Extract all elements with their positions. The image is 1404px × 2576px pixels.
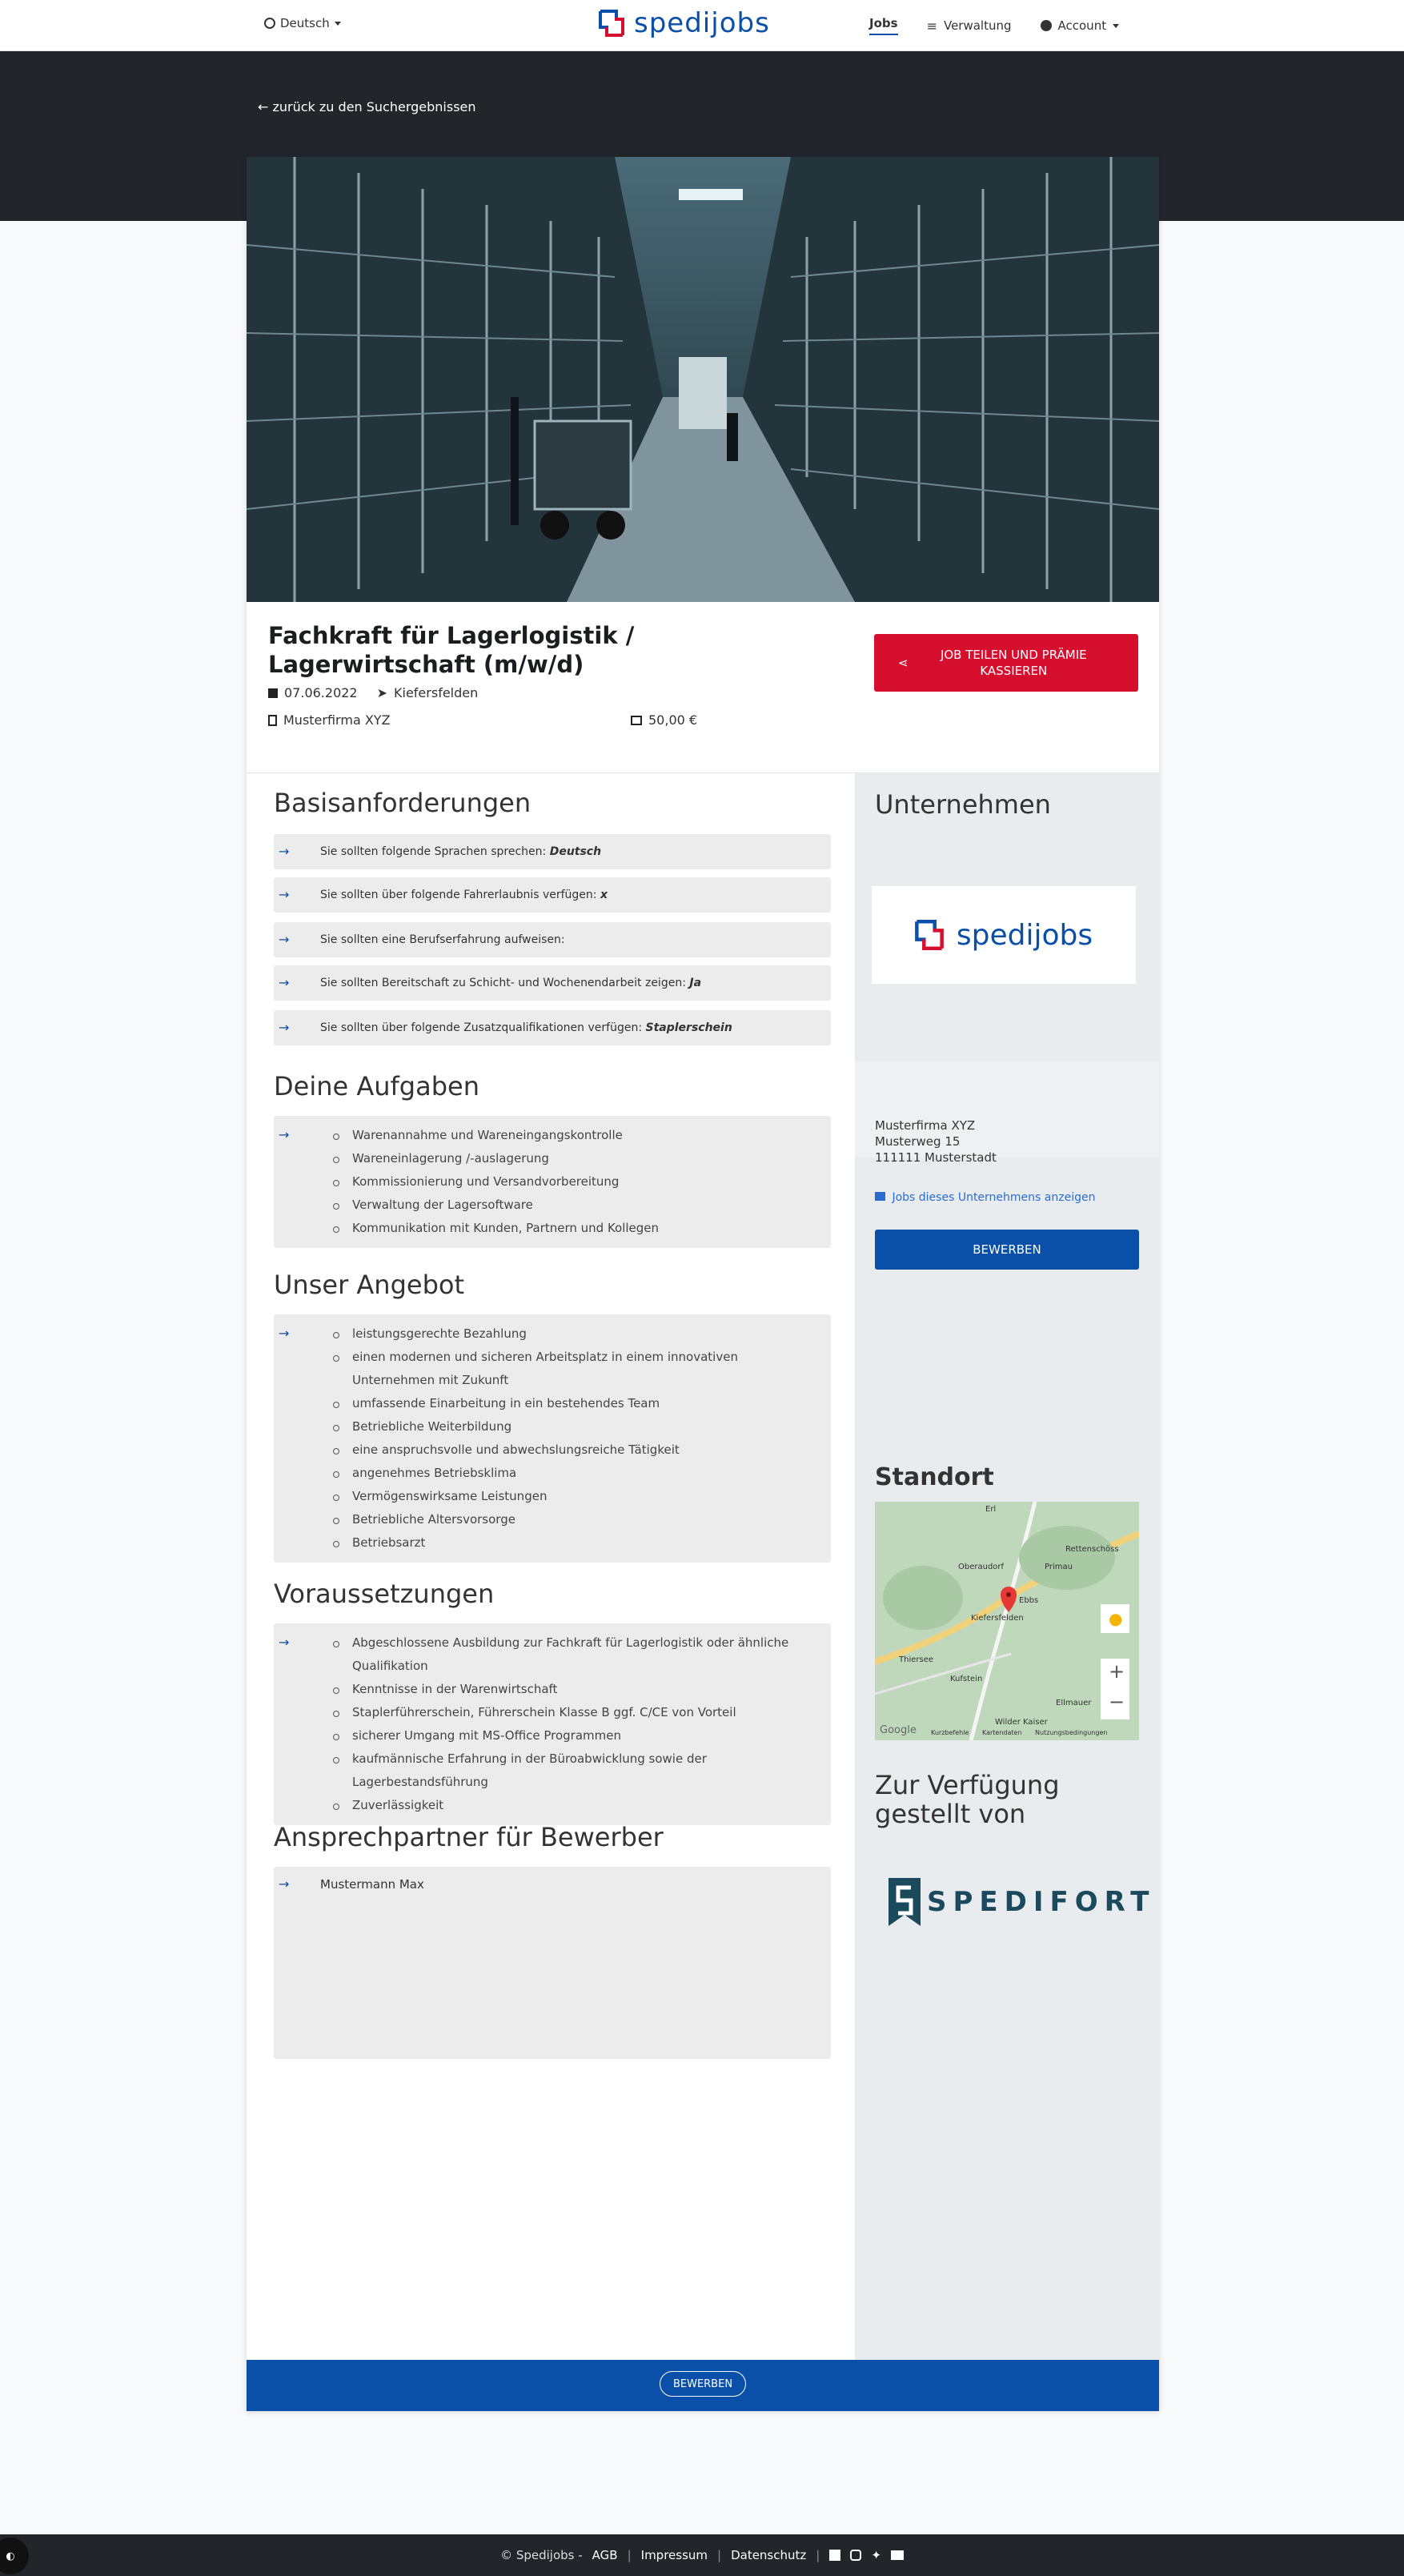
location-arrow-icon: ➤: [376, 685, 388, 700]
instagram-icon[interactable]: [850, 2550, 861, 2561]
mail-icon[interactable]: [891, 2550, 904, 2560]
site-logo[interactable]: [599, 7, 770, 39]
zoom-in-button[interactable]: +: [1109, 1660, 1125, 1683]
list-item: [274, 965, 831, 1001]
req-value: x: [600, 889, 608, 901]
building-icon: [268, 715, 277, 726]
job-date: [268, 685, 478, 700]
map-label: Wilder Kaiser: [995, 1718, 1048, 1727]
list-item: Vermögenswirksame Leistungen: [325, 1485, 815, 1508]
chevron-down-icon: [335, 22, 341, 26]
nav-menu: [869, 16, 1119, 35]
company-jobs-label: Jobs dieses Unternehmens anzeigen: [892, 1191, 1096, 1204]
company-sidebar: [855, 773, 1159, 2360]
list-item: Betriebliche Weiterbildung: [325, 1415, 815, 1438]
job-title: Fachkraft für Lagerlogistik / Lagerwirtschaft (m/w/d): [268, 622, 635, 678]
separator: |: [816, 2548, 820, 2562]
job-location-value: Kiefersfelden: [394, 685, 479, 700]
impressum-link[interactable]: Impressum: [640, 2548, 708, 2562]
list-item: sicherer Umgang mit MS-Office Programmen: [325, 1724, 815, 1747]
requirements-list: [274, 1623, 831, 1825]
agb-link[interactable]: AGB: [592, 2548, 618, 2562]
list-item: Kommissionierung und Versandvorbereitung: [325, 1170, 815, 1194]
req-text: Sie sollten über folgende Zusatzqualifikationen verfügen:: [320, 1021, 643, 1034]
share-job-button[interactable]: [874, 634, 1138, 692]
arrow-right-icon: →: [279, 1635, 290, 1650]
calendar-icon: [268, 688, 278, 698]
separator: |: [627, 2548, 632, 2562]
job-date-value: 07.06.2022: [284, 685, 358, 700]
tasks-list: [274, 1116, 831, 1248]
map-label: Kiefersfelden: [971, 1614, 1024, 1623]
arrow-right-icon: →: [279, 844, 290, 859]
nav-jobs[interactable]: [869, 16, 898, 35]
globe-icon: [264, 18, 275, 29]
requirements-heading: Voraussetzungen: [274, 1579, 495, 1609]
location-heading: Standort: [875, 1463, 994, 1491]
location-map[interactable]: [875, 1502, 1139, 1740]
list-item: einen modernen und sicheren Arbeitsplatz in einem innovativen Unternehmen mit Zukunft: [325, 1346, 815, 1392]
datenschutz-link[interactable]: Datenschutz: [731, 2548, 807, 2562]
nav-jobs-label: Jobs: [869, 16, 898, 30]
card-footer: [247, 2360, 1159, 2411]
arrow-right-icon: →: [279, 1876, 290, 1892]
zoom-out-button[interactable]: −: [1109, 1691, 1125, 1713]
offer-list: [274, 1314, 831, 1563]
tasks-heading: Deine Aufgaben: [274, 1071, 479, 1101]
list-item: Verwaltung der Lagersoftware: [325, 1194, 815, 1217]
contact-heading: Ansprechpartner für Bewerber: [274, 1822, 664, 1852]
map-terms-link[interactable]: Nutzungsbedingungen: [1035, 1729, 1108, 1736]
company-address: [875, 1117, 997, 1166]
nav-account[interactable]: [1041, 16, 1120, 35]
req-text: Sie sollten Bereitschaft zu Schicht- und Wochenendarbeit zeigen:: [320, 977, 686, 989]
list-item: Warenannahme und Wareneingangskontrolle: [325, 1124, 815, 1147]
req-value: Staplerschein: [645, 1021, 732, 1034]
spedifort-flag-icon: [889, 1878, 921, 1926]
facebook-icon[interactable]: [829, 2550, 840, 2561]
list-item: [274, 922, 831, 957]
provider-logo: [889, 1878, 1155, 1926]
list-item: Kommunikation mit Kunden, Partnern und Kollegen: [325, 1217, 815, 1240]
share-job-label: JOB TEILEN UND PRÄMIE KASSIEREN: [940, 648, 1087, 678]
req-text: Sie sollten über folgende Fahrerlaubnis verfügen:: [320, 889, 597, 901]
list-item: [274, 877, 831, 913]
job-bonus: [631, 712, 697, 728]
nav-admin-label: Verwaltung: [943, 18, 1012, 33]
map-label: Oberaudorf: [958, 1563, 1005, 1571]
req-text: Sie sollten eine Berufserfahrung aufweisen:: [320, 933, 565, 946]
req-text: Sie sollten folgende Sprachen sprechen:: [320, 845, 547, 858]
list-item: leistungsgerechte Bezahlung: [325, 1322, 815, 1346]
back-link-label: zurück zu den Suchergebnissen: [272, 99, 476, 114]
map-label: Thiersee: [899, 1655, 934, 1664]
arrow-right-icon: →: [279, 975, 290, 990]
list-item: Betriebsarzt: [325, 1531, 815, 1555]
list-item: eine anspruchsvolle und abwechslungsreiche Tätigkeit: [325, 1438, 815, 1462]
list-item: Betriebliche Altersvorsorge: [325, 1508, 815, 1531]
req-value: Ja: [689, 977, 702, 989]
google-logo: Google: [880, 1724, 917, 1736]
pegman-icon[interactable]: ●: [1109, 1609, 1123, 1628]
map-label: Rettenschöss: [1065, 1545, 1119, 1554]
address-line: 111111 Musterstadt: [875, 1150, 997, 1165]
top-navbar: [0, 0, 1404, 51]
arrow-right-icon: →: [279, 1326, 290, 1341]
logo-text: spedijobs: [634, 7, 770, 39]
spedijobs-logo-icon: [915, 920, 944, 950]
map-label: Primau: [1045, 1563, 1073, 1571]
arrow-right-icon: →: [279, 887, 290, 902]
arrow-left-icon: ←: [258, 99, 269, 114]
nav-account-label: Account: [1057, 18, 1107, 33]
map-shortcuts-link[interactable]: Kurzbefehle: [931, 1729, 969, 1736]
copyright-text: © Spedijobs -: [500, 2548, 583, 2562]
job-company: [268, 712, 391, 728]
job-company-value: Musterfirma XYZ: [283, 712, 391, 728]
gift-icon: [631, 716, 642, 725]
user-icon: [1041, 20, 1052, 31]
map-data-link[interactable]: Kartendaten: [982, 1729, 1022, 1736]
map-label: Kufstein: [950, 1675, 983, 1683]
language-selector[interactable]: [264, 16, 341, 30]
briefcase-icon: [875, 1192, 885, 1201]
page-footer: [0, 2534, 1404, 2576]
list-item: angenehmes Betriebsklima: [325, 1462, 815, 1485]
nav-admin[interactable]: [927, 16, 1012, 35]
list-item: umfassende Einarbeitung in ein bestehendes Team: [325, 1392, 815, 1415]
basis-heading: Basisanforderungen: [274, 788, 532, 818]
list-item: kaufmännische Erfahrung in der Büroabwicklung sowie der Lagerbestandsführung: [325, 1747, 815, 1794]
list-item: Zuverlässigkeit: [325, 1794, 815, 1817]
map-label: Ellmauer: [1056, 1699, 1092, 1707]
chevron-down-icon: [1113, 24, 1119, 28]
back-to-results-link[interactable]: [258, 99, 476, 114]
arrow-right-icon: →: [279, 1127, 290, 1142]
warehouse-image: [247, 157, 1159, 602]
list-item: [274, 834, 831, 869]
contact-name: Mustermann Max: [320, 1877, 424, 1892]
contact-box: [274, 1867, 831, 2059]
language-label: Deutsch: [280, 16, 330, 30]
list-item: Staplerführerschein, Führerschein Klasse B ggf. C/CE von Vorteil: [325, 1701, 815, 1724]
apply-button[interactable]: BEWERBEN: [875, 1230, 1139, 1270]
arrow-right-icon: →: [279, 932, 290, 947]
arrow-right-icon: →: [279, 1020, 290, 1035]
list-item: Wareneinlagerung /-auslagerung: [325, 1147, 815, 1170]
menu-icon: ≡: [926, 18, 937, 34]
company-logo-text: spedijobs: [956, 918, 1093, 952]
list-item: Kenntnisse in der Warenwirtschaft: [325, 1678, 815, 1701]
list-item: [274, 1010, 831, 1045]
cookie-icon: ◐: [6, 2550, 15, 2562]
company-jobs-link[interactable]: [875, 1191, 1095, 1204]
job-card: [247, 157, 1159, 2411]
address-line: Musterfirma XYZ: [875, 1118, 976, 1133]
footer-apply-button[interactable]: BEWERBEN: [660, 2371, 746, 2397]
twitter-icon[interactable]: ✦: [871, 2548, 881, 2562]
address-line: Musterweg 15: [875, 1134, 961, 1149]
map-label: Erl: [985, 1505, 997, 1514]
provided-by-heading: Zur Verfügung gestellt von: [875, 1770, 1060, 1829]
share-icon: ⋖: [898, 656, 909, 670]
separator: |: [717, 2548, 722, 2562]
offer-heading: Unser Angebot: [274, 1270, 464, 1300]
list-item: Abgeschlossene Ausbildung zur Fachkraft für Lagerlogistik oder ähnliche Qualifikation: [325, 1631, 815, 1678]
job-bonus-value: 50,00 €: [648, 712, 698, 728]
provider-name: SPEDIFORT: [927, 1886, 1156, 1918]
company-heading: Unternehmen: [875, 789, 1051, 820]
req-value: Deutsch: [549, 845, 602, 858]
map-label: Ebbs: [1019, 1596, 1039, 1605]
company-logo: [872, 886, 1136, 984]
spedijobs-logo-icon: [599, 10, 624, 37]
